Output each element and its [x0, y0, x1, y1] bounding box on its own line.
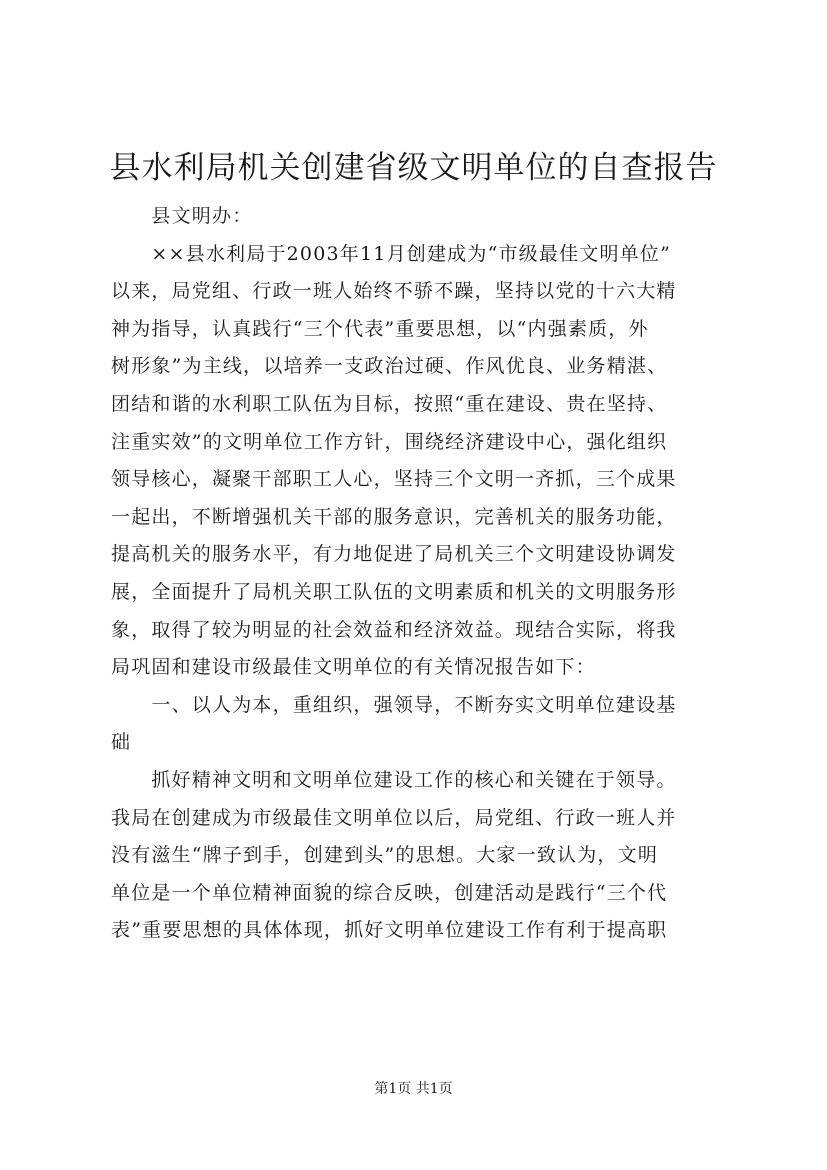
- body-line: 树形象”为主线，以培养一支政治过硬、作风优良、业务精湛、: [111, 355, 668, 378]
- body-line: 展，全面提升了局机关职工队伍的文明素质和机关的文明服务形: [111, 580, 677, 603]
- body-line: 单位是一个单位精神面貌的综合反映，创建活动是践行“三个代: [111, 881, 668, 904]
- page-number-footer: 第1页 共1页: [374, 1081, 453, 1097]
- body-line: 我局在创建成为市级最佳文明单位以后，局党组、行政一班人并: [111, 806, 677, 829]
- body-line: 神为指导，认真践行“三个代表”重要思想，以“内强素质，外: [111, 317, 649, 340]
- body-line: 团结和谐的水利职工队伍为目标，按照“重在建设、贵在坚持、: [111, 392, 668, 415]
- document-title: 县水利局机关创建省级文明单位的自查报告: [109, 150, 718, 186]
- body-line: 以来，局党组、行政一班人始终不骄不躁，坚持以党的十六大精: [111, 280, 677, 303]
- body-line: 注重实效”的文明单位工作方针，围绕经济建设中心，强化组织: [111, 430, 668, 453]
- body-line: 一起出，不断增强机关干部的服务意识，完善机关的服务功能，: [111, 505, 677, 528]
- body-line: 表”重要思想的具体体现，抓好文明单位建设工作有利于提高职: [111, 919, 668, 942]
- body-line: 一、以人为本，重组织，强领导，不断夯实文明单位建设基: [111, 693, 677, 716]
- body-line: 局巩固和建设市级最佳文明单位的有关情况报告如下：: [111, 656, 596, 679]
- document-body: [111, 198, 741, 950]
- body-line: 象，取得了较为明显的社会效益和经济效益。现结合实际，将我: [111, 618, 677, 641]
- body-line: 没有滋生“牌子到手，创建到头”的思想。大家一致认为，文明: [111, 844, 659, 867]
- body-line: 抓好精神文明和文明单位建设工作的核心和关键在于领导。: [111, 768, 677, 791]
- body-line: 础: [111, 731, 132, 754]
- body-line: ××县水利局于2003年11月创建成为“市级最佳文明单位”: [111, 242, 671, 265]
- body-line: 县文明办：: [111, 205, 253, 227]
- body-line: 提高机关的服务水平，有力地促进了局机关三个文明建设协调发: [111, 543, 677, 566]
- body-line: 领导核心，凝聚干部职工人心，坚持三个文明一齐抓，三个成果: [111, 468, 677, 491]
